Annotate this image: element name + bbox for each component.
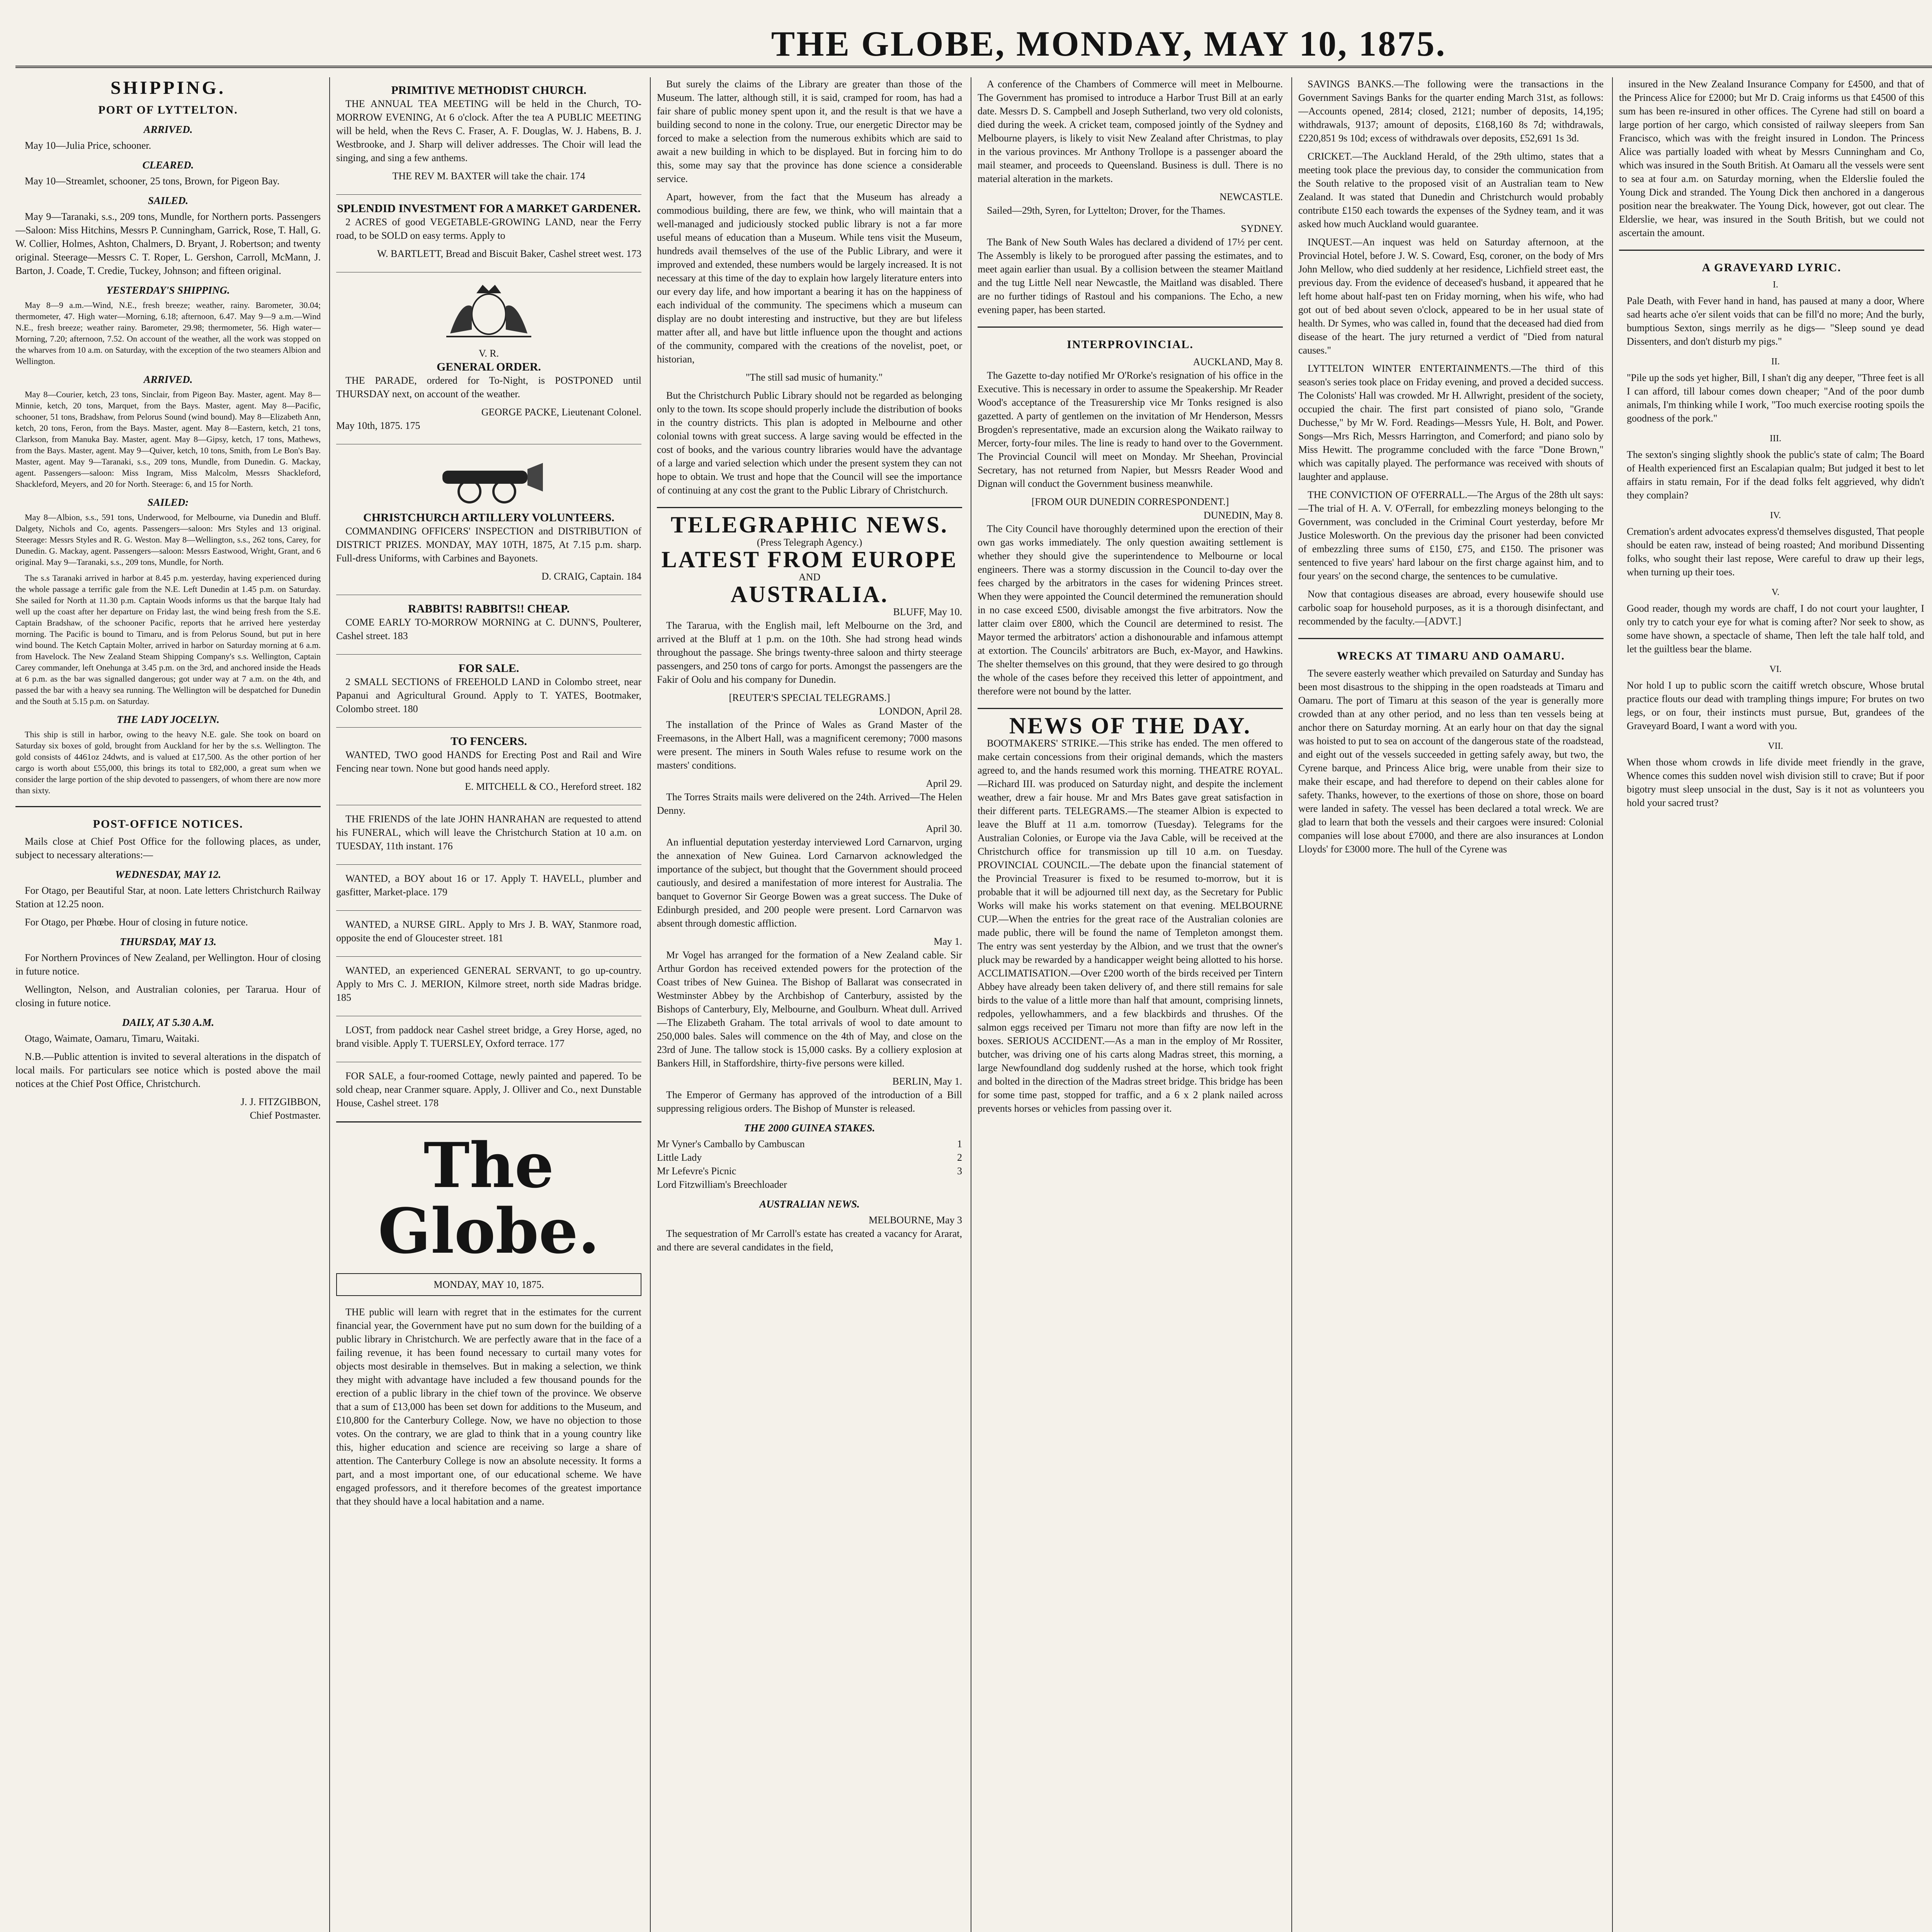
australia-heading: AUSTRALIA. — [730, 582, 889, 607]
stanza-text: The sexton's singing slightly shook the public's state of calm; The Board of Health experienced first an Escalapian qualm; But judged it best to let affairs in statu remain, For if the dead folks felt aggrieved, why didn't they complain? — [1627, 449, 1924, 501]
thursday-1: For Northern Provinces of New Zealand, per Wellington. Hour of closing in future notice. — [15, 952, 321, 977]
nb-text: N.B.—Public attention is invited to several alterations in the dispatch of local mails. For particulars see notice which is posted above the mail notices at the Chief Post Office, Christchurch. — [15, 1051, 321, 1089]
stakes-list — [657, 1137, 962, 1191]
wednesday-label: WEDNESDAY, MAY 12. — [115, 869, 221, 880]
ad-sign: GEORGE PACKE, Lieutenant Colonel. — [481, 406, 641, 418]
graveyard-lyric-heading: A GRAVEYARD LYRIC. — [1702, 261, 1842, 274]
stanza-text: Cremation's ardent advocates express'd themselves disgusted, That people should be eaten raw, instead of being roasted; And moribund Dissenting folks, who sought their last repose, Were careful to draw up their legs, when turning up their toes. — [1627, 526, 1924, 578]
arrived-text: May 10—Julia Price, schooner. — [25, 140, 151, 151]
stanza-text: When those whom crowds in life divide meet friendly in the grave, Whence comes this sudden novel wish division still to crave; But if poor bigotry must sleep unsocial in the dust, Say is it not as volunteers you hold your sacred trust? — [1627, 757, 1924, 808]
post-office-intro: Mails close at Chief Post Office for the following places, as under, subject to necessary alterations:— — [15, 836, 321, 861]
stakes-row — [657, 1151, 962, 1164]
arrived2-text: May 8—Courier, ketch, 23 tons, Sinclair, from Pigeon Bay. Master, agent. May 8—Minnie, ketch, 20 tons, Marquet, from the Bays. Master, agent. May 8—Pacific, schooner, 51 tons, Bradshaw, from Pelorus Sound (wind bound). May 8—Elizabeth Ann, ketch, 20 tons, Feron, from the Bays. Master, agent. May 8—Eastern, ketch, 21 tons, Clarkson, from Manuka Bay. Master, agent. May 8—Gipsy, ketch, 17 tons, Mathews, from the Bays. Master, agent. May 9—Quiver, ketch, 10 tons, Smith, from Le Bon's Bay. Master, agent. May 9—Taranaki, s.s., 209 tons, Mundle, from Dunedin. G. Mackay, agent. Passengers—saloon: Miss Ingram, Miss Malcolm, Messrs Shackleford, Shackleford, Meyers, and 20 for North. Steerage: 6, and 15 for North. — [15, 389, 321, 489]
divider — [978, 327, 1283, 328]
berlin-text: The Emperor of Germany has approved of the introduction of a Bill suppressing religious orders. The Bishop of Munster is released. — [657, 1089, 962, 1114]
ad-sign: D. CRAIG, Captain. 184 — [541, 571, 641, 582]
divider — [336, 194, 641, 195]
stanza-number: III. — [1770, 434, 1781, 444]
ad-title: FOR SALE. — [458, 662, 519, 675]
ad-body: 2 ACRES of good VEGETABLE-GROWING LAND, near the Ferry road, to be SOLD on easy terms. Apply to — [336, 216, 641, 241]
ad-fencers — [336, 735, 641, 793]
stanza-text: Nor hold I up to public scorn the caitiff wretch obscure, Whose brutal practice flouts our dead with trampling things impure; For brutes on two legs, or on four, their instincts must pursue, But, grandees of the Graveyard Board, I want a word with you. — [1627, 680, 1924, 731]
ad-title: SPLENDID INVESTMENT FOR A MARKET GARDENER. — [337, 202, 641, 215]
australian-news-heading: AUSTRALIAN NEWS. — [759, 1198, 860, 1210]
stakes-horse: Little Lady — [657, 1152, 702, 1163]
apr30-text: An influential deputation yesterday interviewed Lord Carnarvon, urging the annexation of New Guinea. Lord Carnarvon acknowledged the importance of the subject, but thought that the Government should proceed cautiously, and desired a manifestation of more interest for Australia. The banquet to Governor Sir George Bowen was a great success. The Duke of Edinburgh presided, and 200 people were present. Lord Carnarvon was absent through domestic affliction. — [657, 837, 962, 929]
newcastle-date: NEWCASTLE. — [1219, 191, 1283, 202]
column-news — [978, 77, 1283, 1932]
melbourne-text: The sequestration of Mr Carroll's estate has created a vacancy for Ararat, and there are several candidates in the field, — [657, 1228, 962, 1253]
column-leader — [657, 77, 962, 1932]
berlin-date: BERLIN, May 1. — [892, 1076, 962, 1087]
stakes-place: 1 — [957, 1138, 962, 1150]
lyric-stanza — [1627, 663, 1924, 733]
winter-entertainments-text: LYTTELTON WINTER ENTERTAINMENTS.—The third of this season's series took place on Friday evening, and proved a decided success. The Colonists' Hall was crowded. Mr H. Allwright, president of the society, occupied the chair. The first part consisted of piano solo, "Grande Duchesse," by Mr W. Ford. Readings—Messrs Yule, H. Bolt, and Power. Songs—Mrs Rich, Messrs Harrington, and Comerford; and piano solo by Miss Hewitt. The programme concluded with the farce "Done Brown," which was capitally played. The performance was received with shouts of laughter and applause. — [1298, 363, 1604, 482]
latest-europe: LATEST FROM EUROPE — [661, 547, 958, 572]
stakes-horse: Mr Lefevre's Picnic — [657, 1165, 736, 1177]
ad-title: CHRISTCHURCH ARTILLERY VOLUNTEERS. — [363, 511, 614, 524]
divider — [336, 956, 641, 957]
divider — [336, 1121, 641, 1122]
auckland-date: AUCKLAND, May 8. — [1193, 356, 1283, 367]
port-heading: PORT OF LYTTELTON. — [98, 104, 238, 116]
divider — [1298, 638, 1604, 639]
yesterday-label: YESTERDAY'S SHIPPING. — [106, 284, 230, 296]
lady-jocelyn-label: THE LADY JOCELYN. — [117, 714, 219, 725]
column-shipping — [15, 77, 321, 1932]
postmaster-name: J. J. FITZGIBBON, — [240, 1096, 321, 1107]
post-office-heading: POST-OFFICE NOTICES. — [93, 818, 243, 830]
ad-boy-wanted: WANTED, a BOY about 16 or 17. Apply T. HAVELL, plumber and gasfitter, Market-place. 179 — [336, 873, 641, 898]
telegraphic-agency: (Press Telegraph Agency.) — [757, 537, 862, 548]
may1-text: Mr Vogel has arranged for the formation of a New Zealand cable. Sir Arthur Gordon has received extended powers for the protection of the Coast tribes of New Guinea. The Bishop of Ballarat was consecrated in Westminster Abbey by the Archbishop of Canterbury, assisted by the Bishops of Canterbury, Ely, Melbourne, and Goulburn. Wheat dull. Arrived—The Elizabeth Graham. The total arrivals of wool to date amount to 250,000 bales. Sales will commence on the 4th of May, and close on the 23rd of June. The tallow stock is 15,000 casks. By a colliery explosion at Bankers Hill, in Staffordshire, thirty-five persons were killed. — [657, 949, 962, 1069]
divider — [336, 654, 641, 655]
cricket-text: CRICKET.—The Auckland Herald, of the 29th ultimo, states that a meeting took place the previous day, to consider the communication from the South relative to the proposed visit of an Australian team to New Zealand. It was stated that Dunedin and Christchurch would probably contribute £150 each towards the expenses of the Sydney team, and it was asked how much Auckland would guarantee. — [1298, 151, 1604, 230]
divider — [336, 864, 641, 865]
ad-rabbits — [336, 602, 641, 643]
bluff-text: The Tararua, with the English mail, left Melbourne on the 3rd, and arrived at the Bluff at 1 p.m. on the 10th. She had strong head winds throughout the passage. She brings twenty-three saloon and thirty steerage passengers, and 250 tons of cargo for ports. Amongst the passengers are the Fakir of Oolu and his company for Dunedin. — [657, 620, 962, 685]
column-rule — [650, 77, 651, 1932]
wednesday-1: For Otago, per Beautiful Star, at noon. Late letters Christchurch Railway Station at 12.25 noon. — [15, 885, 321, 910]
sydney-text: The Bank of New South Wales has declared a dividend of 17½ per cent. The Assembly is likely to be prorogued after passing the estimates, and to meet again earlier than usual. By a collision between the steamer Maitland and the tug Little Nell near Newcastle, the Maitland was disabled. There are no further tidings of Rastoul and his companions. The Echo, a new evening paper, has been started. — [978, 236, 1283, 315]
leader-quote: "The still sad music of humanity." — [745, 372, 883, 383]
ad-body: 2 SMALL SECTIONS of FREEHOLD LAND in Colombo street, near Papanui and Agricultural Ground. Apply to T. YATES, Bootmaker, Colombo street. 180 — [336, 676, 641, 714]
ad-body: COME EARLY TO-MORROW MORNING at C. DUNN'S, Poulterer, Cashel street. 183 — [336, 617, 641, 641]
divider — [15, 806, 321, 807]
auckland-text: The Gazette to-day notified Mr O'Rorke's resignation of his office in the Executive. This is necessary in order to assume the Speakership. Mr Reader Wood's acceptance of the Treasurership vice Mr Tonks resigned is also gazetted. A party of gentlemen on the invitation of Mr Henderson, Messrs Brogden's representative, made an excursion along the Waikato railway to Mercer, forty-four miles. The line is ready to hand over to the Government. The Provincial Council will meet on Monday. Mr Sheehan, Provincial Secretary, has not returned from Napier, but Messrs Reader Wood and Dignan will conduct the Government business meanwhile. — [978, 370, 1283, 489]
stanza-number: V. — [1771, 587, 1780, 597]
wrecks-heading: WRECKS AT TIMARU AND OAMARU. — [1337, 650, 1565, 662]
daily-text: Otago, Waimate, Oamaru, Timaru, Waitaki. — [25, 1033, 199, 1044]
ad-funeral: THE FRIENDS of the late JOHN HANRAHAN are requested to attend his FUNERAL, which will leave the Christchurch Station at 10 a.m. on TUESDAY, 11th instant. 176 — [336, 813, 641, 852]
shipping-heading: SHIPPING. — [110, 78, 226, 98]
column-wrecks-lyric — [1619, 77, 1924, 1932]
news-of-day-heading: NEWS OF THE DAY. — [1009, 713, 1252, 738]
ad-body: THE PARADE, ordered for To-Night, is POSTPONED until THURSDAY next, on account of the weather. — [336, 375, 641, 400]
stanza-text: Good reader, though my words are chaff, I do not court your laughter, I only try to catch your eye for what is coming after? Nor seek to show, as some have shown, a spectacle of shame, Then left the tale half told, and let the guiltless bear the blame. — [1627, 603, 1924, 655]
royal-crest-icon — [435, 279, 543, 341]
column-rule — [1291, 77, 1292, 1932]
stakes-row — [657, 1164, 962, 1178]
stakes-place: 2 — [957, 1152, 962, 1163]
london-date: LONDON, April 28. — [879, 706, 962, 717]
ad-title: PRIMITIVE METHODIST CHURCH. — [391, 84, 587, 97]
ad-vr: V. R. — [478, 348, 499, 359]
column-advertisements — [336, 77, 641, 1932]
lyric-stanza — [1627, 355, 1924, 425]
apr29-text: The Torres Straits mails were delivered on the 24th. Arrived—The Helen Denny. — [657, 791, 962, 816]
stakes-row — [657, 1178, 962, 1191]
column-news-continued — [1298, 77, 1604, 1932]
lyric-stanza — [1627, 740, 1924, 810]
cleared-text: May 10—Streamlet, schooner, 25 tons, Brown, for Pigeon Bay. — [25, 175, 280, 187]
inquest-text: INQUEST.—An inquest was held on Saturday afternoon, at the Provincial Hotel, before J. W. S. Coward, Esq, coroner, on the body of Mrs John Mellow, who died suddenly at her residence, Lichfield street east, the previous day. From the evidence of deceased's husband, it appeared that he left home about half-past ten on Friday morning, when his wife, who had got out of bed about seven o'clock, appeared to be in her usual state of health. Dr Symes, who was called in, found that the deceased had died from disease of the heart. The jury returned a verdict of "Died from natural causes." — [1298, 236, 1604, 356]
lyric-stanza — [1627, 432, 1924, 502]
stanza-number: IV. — [1770, 510, 1781, 520]
lyric-stanza — [1627, 278, 1924, 348]
stakes-title: THE 2000 GUINEA STAKES. — [744, 1122, 875, 1134]
postmaster-title: Chief Postmaster. — [250, 1110, 321, 1121]
masthead: THE GLOBE, MONDAY, MAY 10, 1875. — [15, 23, 1932, 68]
wrecks-text: The severe easterly weather which prevailed on Saturday and Sunday has been most disastrous to the shipping in the open roadsteads at Timaru and Oamaru. The port of Timaru at this season of the year is generally more crowded than at any other period, and no less than ten vessels being at anchor there on Saturday morning. At an early hour on that day the signal was hoisted to put to sea on account of the dangerous state of the roadstead, and eight out of the vessels succeeded in getting safely away, but two, the Cyrene barque, and Princess Alice brig, were unable from their size to make their escape, and had therefore to depend on their cables alone for safety. Thanks, however, to the exertions of those on shore, those on board were landed in safety. The vessel has been declared a total wreck. We are glad to learn that both the vessels and their cargoes were insured: Colonial companies will lose about £7000, and there are also insurances at London Lloyds' for £3000 more. The hull of the Cyrene was — [1298, 668, 1604, 855]
sailed-label: SAILED. — [148, 195, 189, 206]
sydney-date: SYDNEY. — [1241, 223, 1283, 234]
ad-body: WANTED, TWO good HANDS for Erecting Post and Rail and Wire Fencing near town. None but good hands need apply. — [336, 749, 641, 774]
stanza-number: VI. — [1769, 664, 1782, 674]
taranaki-report: The s.s Taranaki arrived in harbor at 8.45 p.m. yesterday, having experienced during the whole passage a terrific gale from the N.E. Left Dunedin at 1.45 p.m. on Saturday. She sailed for North at 11.30 p.m. Captain Woods informs us that the barque Italy had well up the coast after her departure on Friday last, the wind being fresh from the S.E. Captain Bradshaw, of the schooner Pacific, reports that he arrived here yesterday morning. The Pacific is bound to Timaru, and is from Pelorus Sound, but put in here wind bound. The Ketch Captain Molter, arrived in harbor on Saturday morning at 6 a.m. from Havelock. The New Zealand Steam Shipping Company's s.s. Wellington, Captain Carey commander, left Onehunga at 3.45 p.m. on the 3rd, and anchored inside the Heads at 6 p.m. as the bar was signalled dangerous; got under way at 7 a.m. on the 4th, and passed the bar with a heavy sea running. The Wellington will be despatched for Dunedin and the South at 5.15 p.m. on Saturday. — [15, 573, 321, 706]
ad-for-sale — [336, 662, 641, 716]
ad-nurse-wanted: WANTED, a NURSE GIRL. Apply to Mrs J. B. WAY, Stanmore road, opposite the end of Gloucester street. 181 — [336, 919, 641, 944]
may1-date: May 1. — [934, 936, 962, 947]
stanza-text: Pale Death, with Fever hand in hand, has paused at many a door, Where sad hearts ache o'er silent voids that can be fill'd no more; And the burly, bumptious Sexton, sings merrily as he digs— "Sleep sound ye dead Dissenters, and don't disturb my pigs." — [1627, 295, 1924, 347]
stanza-number: II. — [1771, 357, 1780, 367]
ad-sign: THE REV M. BAXTER will take the chair. 174 — [392, 170, 585, 182]
leader-paragraph-1: THE public will learn with regret that in the estimates for the current financial year, the Government have put no sum down for the building of a public library in Christchurch. We are perfectly aware that in the face of a failing revenue, it has been found necessary to curtail many votes for objects most desirable in themselves. But in making a selection, we think they might with advantage have included a few thousand pounds for the erection of a public library in the chief town of the province. We observe that a sum of £13,000 has been set down for additions to the Museum, and £10,800 for the Canterbury College. Now, we have no objection to those votes. On the contrary, we are glad to think that in a young country like this, higher education and science are receiving so large a share of attention. The Canterbury College is now an absolute necessity. It forms a part, and a most important one, of our educational scheme. We have engaged professors, and it therefore becomes of the greatest importance that they should have a local habitation and a name. — [336, 1306, 641, 1507]
lady-jocelyn-text: This ship is still in harbor, owing to the heavy N.E. gale. She took on board on Saturday six boxes of gold, brought from Auckland for her by the s.s. Wellington. The gold consists of 4461oz 24dwts, and is valued at £17,500. As the other portion of her cargo is worth about £55,000, this brings its total to £82,000, a great sum when we consider the large portion of the ship devoted to passengers, of whom there are now more than sixty. — [15, 730, 321, 795]
newcastle-text: Sailed—29th, Syren, for Lyttelton; Drover, for the Thames. — [987, 205, 1226, 216]
stakes-place: 3 — [957, 1165, 962, 1177]
column-rule — [1612, 77, 1613, 1932]
melbourne-date: MELBOURNE, May 3 — [869, 1214, 962, 1226]
divider — [978, 708, 1283, 709]
dunedin-date: DUNEDIN, May 8. — [1203, 510, 1283, 521]
cleared-label: CLEARED. — [142, 159, 194, 171]
stakes-horse: Lord Fitzwilliam's Breechloader — [657, 1179, 787, 1190]
savings-banks-text: SAVINGS BANKS.—The following were the transactions in the Government Savings Banks for the quarter ending March 31st, as follows:—Accounts opened, 2814; closed, 2121; number of deposits, 14,195; withdrawals, 9137; amount of deposits, £168,160 8s 7d; withdrawals, £220,851 9s 10d; excess of withdrawals over deposits, £52,691 1s 3d. — [1298, 78, 1604, 144]
bluff-date: BLUFF, May 10. — [893, 606, 962, 617]
ad-sign: W. BARTLETT, Bread and Biscuit Baker, Cashel street west. 173 — [377, 248, 641, 259]
stakes-row — [657, 1137, 962, 1151]
ad-methodist — [336, 83, 641, 183]
ad-servant-wanted: WANTED, an experienced GENERAL SERVANT, to go up-country. Apply to Mrs C. J. MERION, Kilmore street, north side Madras bridge. 185 — [336, 965, 641, 1003]
ad-artillery — [336, 451, 641, 583]
stanza-number: I. — [1773, 280, 1778, 290]
and-label: AND — [798, 571, 821, 583]
contagious-text: Now that contagious diseases are abroad, every housewife should use carbolic soap for household purposes, as it is a thorough disinfectant, and recommended by the faculty.—[ADVT.] — [1298, 588, 1604, 627]
dunedin-text: The City Council have thoroughly determined upon the erection of their own gas works immediately. The only question awaiting settlement is whether they should give the superintendence to Melbourne or local engineers. There was a stormy discussion in the Council to-day over the fees charged by the arbitrators in the cases for widening Princes street. When they were appointed the Council determined the remuneration should in no case exceed £500, divisable amongst the five arbitrators. Now the latter claim over £800, which the Council are determined to resist. The Mayor termed the arbitrators' action a dishonourable and infamous attempt at extortion. The Councils' arbitrators are Buch, ex-Mayor, and Hawkins. The shelter themselves on this ground, that they were desired to go through the whole of the cases before they received this letter of appointment, and therefore were not bound by the latter. — [978, 523, 1283, 697]
london-text: The installation of the Prince of Wales as Grand Master of the Freemasons, in the Albert Hall, was a magnificent ceremony; 7000 masons were present. The miners in South Wales refuse to resume work on the masters' conditions. — [657, 719, 962, 771]
daily-label: DAILY, AT 5.30 A.M. — [122, 1017, 214, 1028]
divider — [1619, 250, 1924, 251]
yesterday-text: May 8—9 a.m.—Wind, N.E., fresh breeze; weather, rainy. Barometer, 30.04; thermometer, 47. High water—Morning, 6.18; afternoon, 6.47. May 9—9 a.m.—Wind N.E., fresh breeze; weather rainy. Barometer, 29.98; thermometer, 56. High water—Morning, 7.20; afternoon, 7.52. On account of the weather, all the work was stopped on the wharves from 10 a.m. on Saturday, with the exception of the two steamers Albion and Wellington. — [15, 300, 321, 366]
sailed-text: May 9—Taranaki, s.s., 209 tons, Mundle, for Northern ports. Passengers—Saloon: Miss Hitchins, Messrs P. Cunningham, Garrick, Rose, T. Hall, G. W. Collier, Holmes, Ashton, Chalmers, D. Bryant, J. Robertson; and twenty original. Steerage—Messrs C. T. Roper, L. Gershon, Carroll, McMann, J. Barton, J. Coade, T. Credie, Tuckey, Johnson; and fifteen original. — [15, 211, 321, 276]
ad-general-order — [336, 279, 641, 432]
apr29-date: April 29. — [926, 778, 962, 789]
apr30-date: April 30. — [926, 823, 962, 834]
ad-title: GENERAL ORDER. — [436, 361, 541, 373]
ad-sign: E. MITCHELL & CO., Hereford street. 182 — [465, 781, 641, 792]
thursday-2: Wellington, Nelson, and Australian colonies, per Tararua. Hour of closing in future notice. — [15, 984, 321, 1009]
lyric-stanza — [1627, 509, 1924, 579]
sailed2-label: SAILED: — [147, 497, 189, 508]
insurance-text: insured in the New Zealand Insurance Company for £4500, and that of the Princess Alice for £2000; but Mr D. Craig informs us that £4500 of this sum has been re-insured in other offices. The Cyrene had still on board a large portion of her cargo, which consisted of railway sleepers from San Francisco, which was with the freight insured in London. The Princess Alice was partially loaded with wheat by Messrs Cunningham and Co, which was insured in the South British. At Oamaru all the vessels were sent to sea at four a.m. on Saturday morning, when the Elderslie fouled the Young Dick and stranded. The Young Dick then anchored in a dangerous position near the breakwater. The Young Dick, however, got out clear. The Elderslie, we hear, was insured in the South British, but we could not ascertain the amount. — [1619, 78, 1924, 238]
ad-title: TO FENCERS. — [451, 735, 527, 748]
lyric-stanzas — [1619, 278, 1924, 810]
arrived-label: ARRIVED. — [143, 124, 193, 135]
conviction-text: THE CONVICTION OF O'FERRALL.—The Argus of the 28th ult says:—The trial of H. A. V. O'Ferrall, for embezzling moneys belonging to the Government, was concluded in the Criminal Court yesterday, before Mr Justice Molesworth. On the previous day the prisoner had been convicted of embezzling three sums of £150, £75, and £150. The prisoner was sentenced to five years' hard labour on the first charge against him, and to four years' on the second charge, the sentences to be cumulative. — [1298, 489, 1604, 582]
ad-garden — [336, 202, 641, 260]
stanza-number: VII. — [1768, 741, 1783, 751]
globe-dateline: MONDAY, MAY 10, 1875. — [336, 1273, 641, 1296]
dunedin-correspondent: [FROM OUR DUNEDIN CORRESPONDENT.] — [1031, 496, 1229, 507]
ad-body: THE ANNUAL TEA MEETING will be held in the Church, TO-MORROW EVENING, At 6 o'clock. After the tea A PUBLIC MEETING will be held, when the Revs C. Fraser, A. F. Douglas, W. J. Habens, B. J. Westbrooke, and J. Sharp will deliver addresses. The Choir will lead the singing, and sing a few anthems. — [336, 98, 641, 163]
ad-cottage: FOR SALE, a four-roomed Cottage, newly painted and papered. To be sold cheap, near Cranmer square. Apply, J. Olliver and Co., next Dunstable House, Cashel street. 178 — [336, 1070, 641, 1109]
interprovincial-heading: INTERPROVINCIAL. — [1067, 338, 1194, 351]
leader-paragraph-2: But surely the claims of the Library are greater than those of the Museum. The latter, although still, it is said, cramped for room, has had a fair share of public money spent upon it, and the result is that we have a building second to none in the colony. True, our energetic Director may be forced to make a selection from the numerous exhibits which are said to await a new building in which to be displayed. But in forcing him to do this, some may say that the province has done science a considerable service. — [657, 78, 962, 184]
divider — [336, 910, 641, 911]
ad-title: RABBITS! RABBITS!! CHEAP. — [408, 602, 570, 615]
cannon-icon — [427, 451, 551, 505]
divider — [657, 507, 962, 508]
ad-date: May 10th, 1875. 175 — [336, 420, 420, 431]
arrived2-label: ARRIVED. — [143, 374, 193, 385]
news-of-day-text: BOOTMAKERS' STRIKE.—This strike has ended. The men offered to make certain concessions from their original demands, which the masters agreed to, and the hands resumed work this morning. THEATRE ROYAL.—Richard III. was produced on Saturday night, and despite the inclement weather, drew a fair house. Mr and Mrs Bates gave great satisfaction in their different parts. TELEGRAMS.—The steamer Albion is expected to leave the Bluff at 11 a.m. tomorrow (Tuesday). Telegrams for the Australian Colonies, or Europe via the Java Cable, will be received at the Christchurch office for transmission up till 10 a.m. on Tuesday. PROVINCIAL COUNCIL.—The debate upon the financial statement of the Provincial Treasurer is fixed to be resumed to-morrow, but it is probable that it will be adjourned till next day, as the Secretary for Public Works will make his works statement on that evening. MELBOURNE CUP.—When the entries for the great race of the Australian colonies are made public, there will be found the name of Templeton amongst them. The entry was sent yesterday by the Albion, and we trust that the owner's pluck may be rewarded by a handicapper weight being allotted to his horse. ACCLIMATISATION.—Over £200 worth of the birds received per Tintern Abbey have already been taken delivery of, and there still remains for sale birds to the value of a little more than half that amount, comprising linnets, redpoles, yellowhammers, and a few blackbirds and thrushes. Of the salmon eggs received per Timaru not more than fifty are now left in the boxes. SERIOUS ACCIDENT.—As a man in the employ of Mr Rossiter, butcher, was driving one of his carts along Madras street, this morning, a large Newfoundland dog suddenly rushed at the horse, which took fright and bolted in the direction of the Madras street bridge. This bridge has been for some time past, stopped for traffic, and a 6 x 2 plank nailed across prevents horses or vehicles from passing over it. — [978, 738, 1283, 1114]
ad-lost: LOST, from paddock near Cashel street bridge, a Grey Horse, aged, no brand visible. Apply T. TUERSLEY, Oxford terrace. 177 — [336, 1024, 641, 1049]
telegraphic-heading: TELEGRAPHIC NEWS. — [670, 512, 949, 537]
reuter-label: [REUTER'S SPECIAL TELEGRAMS.] — [729, 692, 890, 703]
wednesday-2: For Otago, per Phœbe. Hour of closing in future notice. — [25, 917, 248, 928]
sailed2-text: May 8—Albion, s.s., 591 tons, Underwood, for Melbourne, via Dunedin and Bluff. Dalgety, Nichols and Co, agents. Passengers—saloon: Mrs Styles and 13 original. Steerage: Messrs Styles and R. G. Weston. May 8—Wellington, s.s., 262 tons, Carey, for Dunedin. G. Mackay, agent. Passengers—saloon: Messrs Eastwood, Wright, Grant, and 6 original. May 9—Taranaki, s.s., 209 tons, Mundle, for North. — [15, 512, 321, 567]
lyric-stanza — [1627, 586, 1924, 656]
stanza-text: "Pile up the sods yet higher, Bill, I shan't dig any deeper, "Three feet is all I can afford, till labour comes down cheaper; "And of the poor dumb animals, I'm thinking while I work, "Too much exercise rooting spoils the goodness of the pork." — [1627, 372, 1924, 424]
column-rule — [329, 77, 330, 1932]
stakes-horse: Mr Vyner's Camballo by Cambuscan — [657, 1138, 805, 1150]
thursday-label: THURSDAY, MAY 13. — [119, 936, 217, 947]
leader-paragraph-4: But the Christchurch Public Library should not be regarded as belonging only to the town. Its scope should properly include the distribution of books in the country districts. This plan is adopted in Melbourne and other colonial towns with great success. A large saving would be effected in the cost of books, and the various country libraries would have the advantage of a large and varied selection which under the present system they can not hope to obtain. We trust and hope that the Council will see the importance of continuing at any cost the grant to the Public Library of Christchurch. — [657, 390, 962, 496]
leader-paragraph-3: Apart, however, from the fact that the Museum has already a commodious building, there are few, we think, who will maintain that a well-managed and judiciously stocked public library is not a far more useful means of education than a Museum. While tens visit the Museum, hundreds avail themselves of the use of the Public Library, and were it improved and extended, these numbers would be largely increased. It is not necessary at this time of the day to explain how largely literature enters into our every day life, and how important a bearing it has on the happiness of each individual of the community. The specimens which a museum can display are no doubt interesting and instructive, but they are but lifeless matter after all, and have but little influence upon the thought and actions of the community, compared with the creations of the novelist, poet, or historian, — [657, 191, 962, 365]
australian-text: A conference of the Chambers of Commerce will meet in Melbourne. The Government has promised to introduce a Harbor Trust Bill at an early date. Messrs D. S. Campbell and Joseph Sutherland, two very old colonists, died during the week. A cricket team, composed jointly of the Sydney and Melbourne players, is likely to visit New Zealand after Christmas, to play in the various provinces. Mr Anthony Trollope is a passenger aboard the mail steamer, and proceeds to Queensland. Business is dull. There is no material alteration in the markets. — [978, 78, 1283, 184]
divider — [336, 727, 641, 728]
globe-flag: The Globe. — [378, 1129, 600, 1267]
ad-body: COMMANDING OFFICERS' INSPECTION and DISTRIBUTION of DISTRICT PRIZES. MONDAY, MAY 10TH, 1875, At 7.15 p.m. sharp. Full-dress Uniforms, with Carbines and Bayonets. — [336, 526, 641, 564]
